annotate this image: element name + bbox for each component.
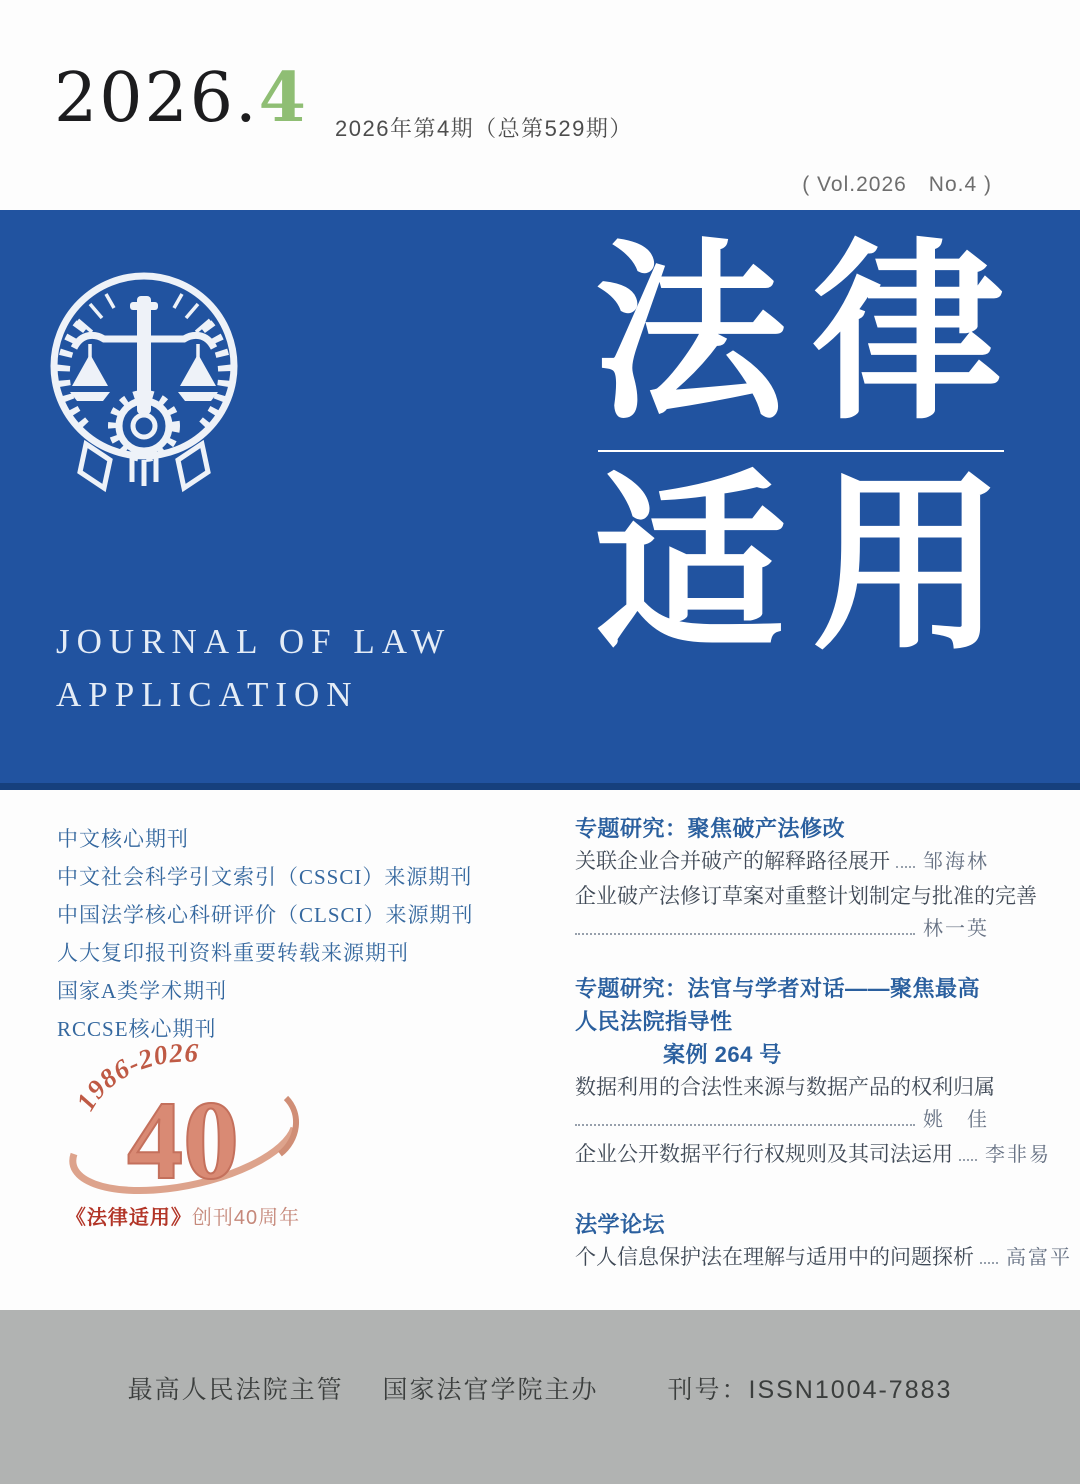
accreditation-list — [57, 820, 474, 1048]
toc-heading: 专题研究：聚焦破产法修改 — [575, 816, 846, 841]
court-scales-emblem-icon — [44, 266, 244, 496]
accreditation-item: 国家A类学术期刊 — [57, 979, 228, 1003]
toc-item-title: 数据利用的合法性来源与数据产品的权利归属 — [575, 1074, 995, 1099]
toc-item-author: 林一英 — [923, 918, 989, 940]
toc-item-author: 高富平 — [1006, 1247, 1072, 1269]
toc-item-continuation — [575, 913, 989, 947]
issue-year: 2026. — [54, 59, 259, 138]
accreditation-item: 人大复印报刊资料重要转载来源期刊 — [57, 941, 409, 965]
journal-title-top: 法律 — [594, 229, 1030, 442]
toc-heading: 专题研究：法官与学者对话——聚焦最高人民法院指导性 — [575, 975, 981, 1034]
toc-item — [575, 845, 989, 880]
svg-text:40: 40 — [127, 1079, 239, 1196]
toc-item — [575, 880, 1037, 914]
toc-item — [575, 1138, 1051, 1173]
journal-subtitle-en — [56, 616, 451, 721]
anniversary-caption-rest: 创刊40周年 — [191, 1207, 301, 1229]
footer-issn: 刊号：ISSN1004-7883 — [667, 1376, 953, 1404]
issue-digit: 4 — [258, 58, 308, 138]
footer-supervisor: 最高人民法院主管 — [127, 1376, 344, 1404]
toc-dot-leader — [896, 866, 915, 868]
toc-item-title: 企业破产法修订草案对重整计划制定与批准的完善 — [575, 883, 1037, 908]
volume-info: ( Vol.2026 No.4 ) — [802, 173, 992, 196]
toc-section-bankruptcy — [575, 812, 1037, 947]
anniversary-ribbon-icon — [58, 1036, 308, 1196]
accreditation-item: 中文核心期刊 — [57, 827, 189, 851]
toc-dot-leader — [575, 933, 915, 935]
accreditation-item: 中国法学核心科研评价（CLSCI）来源期刊 — [57, 903, 474, 927]
journal-title-cn — [594, 228, 1030, 674]
toc-item-title: 企业公开数据平行行权规则及其司法运用 — [575, 1141, 953, 1166]
issue-info: 2026年第4期（总第529期） — [335, 116, 633, 141]
footer-bar — [0, 1310, 1080, 1484]
toc-item-author: 姚 佳 — [923, 1109, 989, 1131]
issue-number — [54, 58, 308, 138]
toc-dot-leader — [959, 1159, 977, 1161]
toc-item-author: 邹海林 — [923, 851, 989, 873]
anniversary-brand: 《法律适用》 — [65, 1207, 192, 1229]
anniversary-caption — [58, 1201, 308, 1230]
accreditation-item: 中文社会科学引文索引（CSSCI）来源期刊 — [57, 865, 473, 889]
subtitle-line1: JOURNAL OF LAW — [56, 622, 452, 661]
cover-panel — [0, 210, 1080, 790]
toc-item — [575, 1071, 995, 1105]
toc-dot-leader — [980, 1262, 998, 1264]
anniversary-badge — [58, 1036, 308, 1230]
toc-item-author: 李非易 — [985, 1143, 1051, 1166]
accreditation-item: RCCSE核心期刊 — [57, 1017, 217, 1041]
toc-item-continuation — [575, 1104, 989, 1138]
toc-item-title: 个人信息保护法在理解与适用中的问题探析 — [575, 1245, 974, 1269]
toc-section-law-forum — [575, 1208, 1072, 1276]
footer-organizer: 国家法官学院主办 — [382, 1376, 599, 1404]
journal-title-bottom: 适用 — [594, 460, 1030, 674]
toc-item-title: 关联企业合并破产的解释路径展开 — [575, 849, 890, 873]
content-band — [0, 790, 1080, 1310]
toc-heading-line2: 案例 264 号 — [663, 1041, 782, 1067]
footer-text — [0, 1370, 1080, 1406]
subtitle-line2: APPLICATION — [56, 674, 359, 714]
svg-text:1986-2026: 1986-2026 — [70, 1037, 200, 1116]
toc-heading: 法学论坛 — [575, 1212, 666, 1237]
toc-item — [575, 1241, 1072, 1276]
title-divider — [598, 450, 1004, 452]
toc-dot-leader — [575, 1124, 915, 1126]
masthead — [0, 0, 1080, 210]
toc-section-guiding-case — [575, 972, 1051, 1173]
